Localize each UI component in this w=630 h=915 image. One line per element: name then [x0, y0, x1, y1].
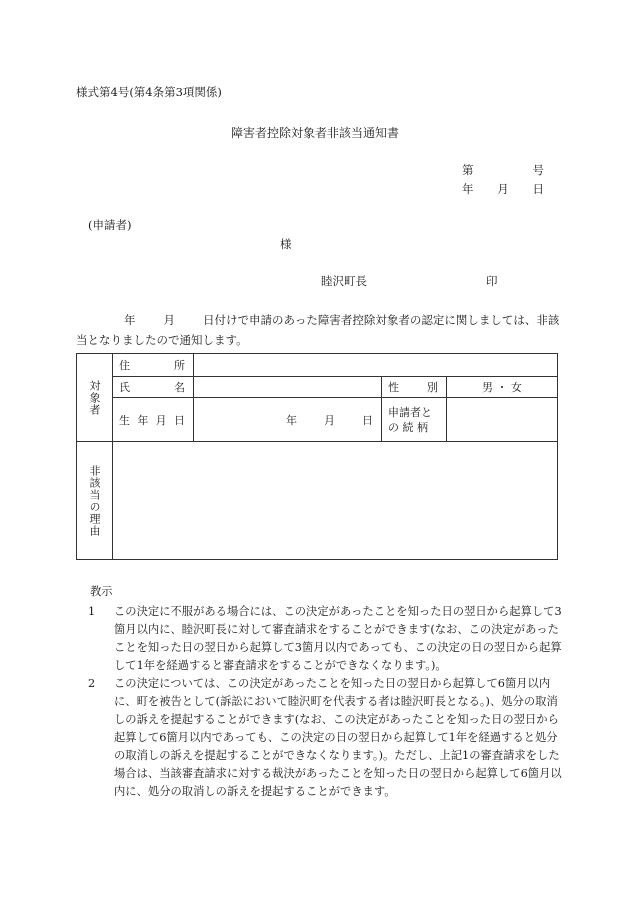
sender-name: 睦沢町長 [321, 274, 367, 288]
notice-date-line [462, 181, 544, 197]
intro-month: 月 [163, 313, 175, 327]
subject-label: 対象者 [88, 379, 101, 416]
seal-mark: 印 [486, 274, 498, 288]
form-number-label: 様式第4号(第4条第3項関係) [76, 85, 222, 99]
birth-label-1: 生 [119, 413, 130, 427]
intro-year: 年 [124, 313, 136, 327]
date-month: 月 [497, 182, 509, 196]
sex-label-1: 性 [388, 381, 399, 394]
instruction-number: 2 [88, 677, 96, 690]
instruction-number: 1 [88, 605, 96, 618]
relation-label-1: 申請者と [388, 405, 432, 419]
document-title: 障害者控除対象者非該当通知書 [230, 126, 399, 140]
applicant-label: (申請者) [88, 218, 132, 232]
name-label-1: 氏 [119, 381, 130, 394]
address-label-cell [113, 354, 194, 377]
birth-label-3: 月 [155, 413, 167, 427]
date-year: 年 [462, 182, 474, 196]
address-value-cell[interactable] [194, 354, 558, 377]
name-label-2: 名 [174, 381, 185, 394]
number-suffix: 号 [532, 163, 544, 177]
intro-text: 日付けで申請のあった障害者控除対象者の認定に関しましては、非該当となりましたので通知します。 [76, 313, 560, 347]
instruction-item [76, 675, 566, 801]
sex-options[interactable]: 男 ・ 女 [447, 377, 558, 398]
name-label-cell [113, 377, 194, 398]
notice-number-line [462, 162, 544, 178]
instruction-item [76, 603, 566, 675]
name-value-cell[interactable] [194, 377, 382, 398]
instructions-heading: 教示 [90, 585, 113, 598]
subject-table [76, 353, 558, 560]
instructions-section [76, 583, 566, 801]
address-label-1: 住 [119, 359, 130, 372]
relation-value-cell[interactable] [447, 398, 558, 442]
birth-label-cell [113, 398, 194, 442]
birth-day: 日 [362, 413, 373, 427]
instruction-text: この決定に不服がある場合には、この決定があったことを知った日の翌日から起算して3箇月以内に、睦沢町長に対して審査請求をすることができます(なお、この決定があったことを知った日の翌日から起算して3箇月以内であっても、この決定の日の翌日から起算して1年を経過すると審査請求をすることができなくなります。)。 [114, 605, 562, 672]
birth-label-4: 日 [173, 413, 185, 427]
reason-label-cell [77, 442, 113, 560]
birth-month: 月 [324, 413, 335, 427]
reason-value-cell[interactable] [113, 442, 558, 560]
birth-label-2: 年 [137, 413, 149, 427]
birth-value-cell[interactable] [194, 398, 382, 442]
sex-label-2: 別 [427, 381, 438, 394]
subject-label-cell [77, 354, 113, 442]
honorific: 様 [280, 237, 292, 251]
relation-label-2: の 続 柄 [388, 420, 428, 434]
address-label-2: 所 [174, 359, 185, 372]
relation-label-cell [382, 398, 447, 442]
sex-label-cell [382, 377, 447, 398]
intro-paragraph [76, 310, 560, 350]
reason-label: 非該当の理由 [88, 464, 101, 537]
instruction-text: この決定については、この決定があったことを知った日の翌日から起算して6箇月以内に、町を被告として(訴訟において睦沢町を代表する者は睦沢町長となる。)、処分の取消しの訴えを提起することができます(なお、この決定があったことを知った日の翌日から起算して6箇月以内であっても、この決定の日の翌日から起算して1年を経過すると処分の取消しの訴えを提起することができなくなります。)。ただし、上記1の審査請求をした場合は、当該審査請求に対する裁決があったことを知った日の翌日から起算して6箇月以内に、処分の取消しの訴えを提起することができます。 [114, 677, 562, 798]
birth-year: 年 [286, 413, 297, 427]
date-day: 日 [532, 182, 544, 196]
number-prefix: 第 [462, 163, 474, 177]
